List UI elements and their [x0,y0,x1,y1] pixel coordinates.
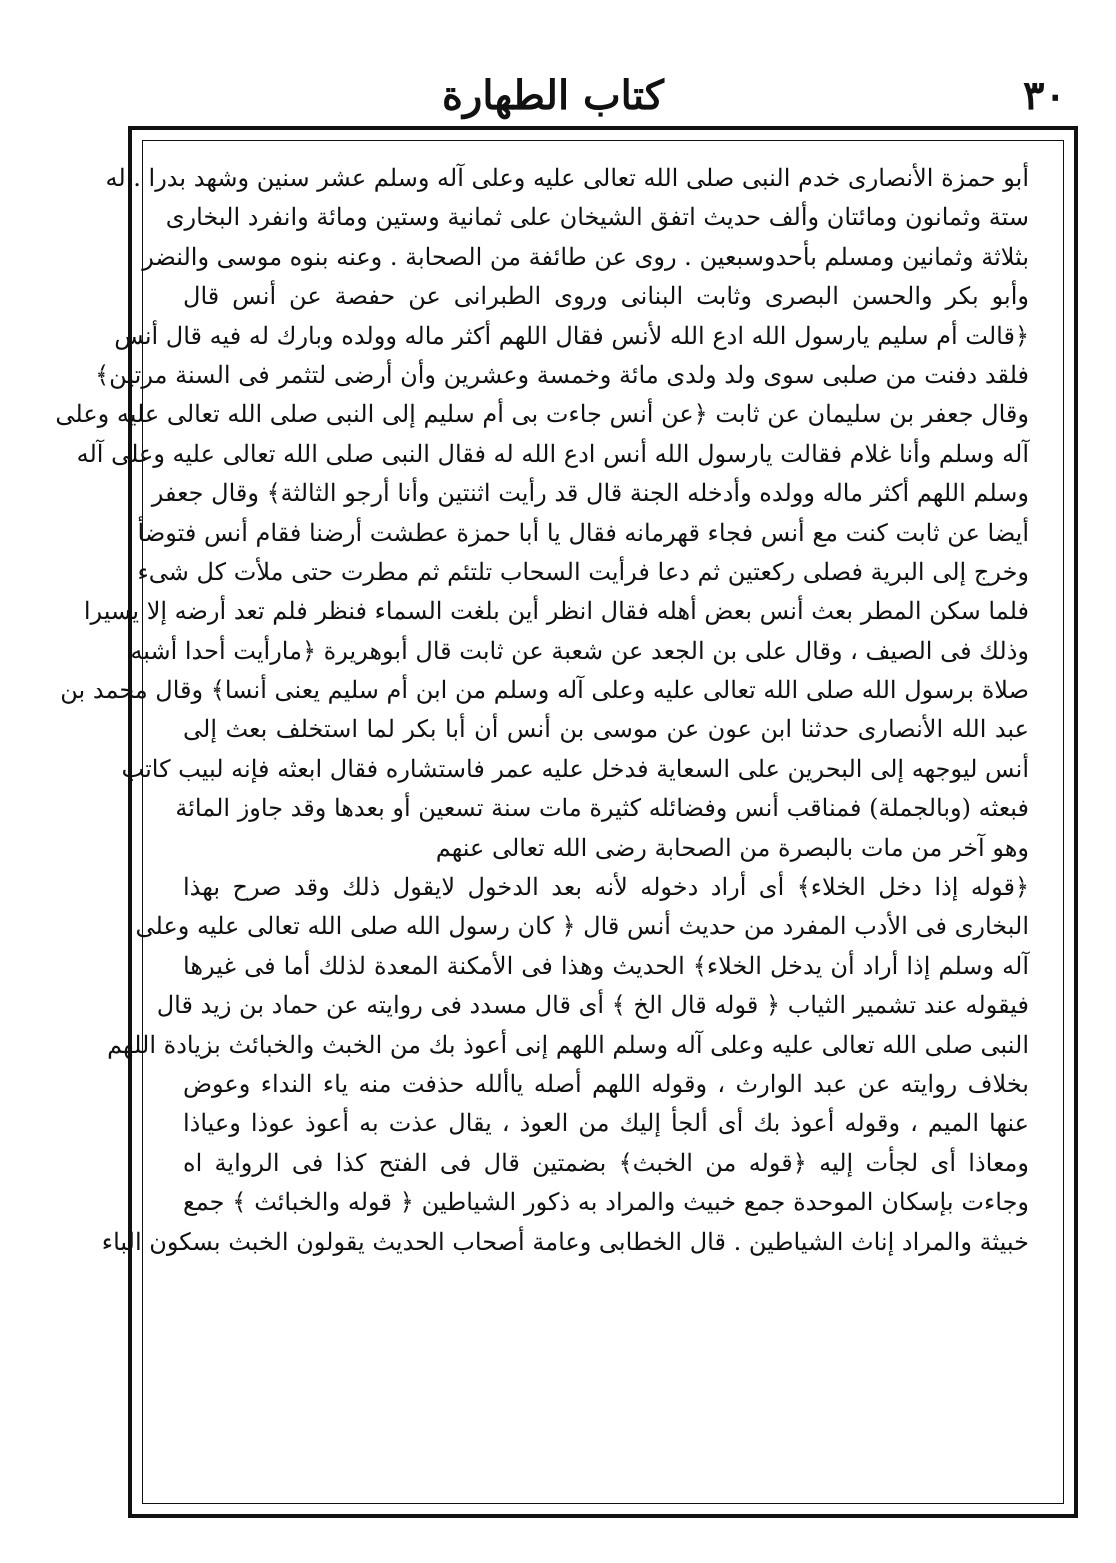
page-header [150,72,1066,128]
text-line: عنها الميم ، وقوله أعوذ بك أى ألجأ إليك من العوذ ، يقال عذت به أعوذ عوذا وعياذا [183,1109,1029,1138]
text-line: وسلم اللهم أكثر ماله وولده وأدخله الجنة قال قد رأيت اثنتين وأنا أرجو الثالثة﴾ وقال جعفر [151,479,1029,508]
text-line: ﴿قالت أم سليم يارسول الله ادع الله لأنس فقال اللهم أكثر ماله وولده وبارك له فيه قال أنس [114,321,1029,350]
text-line: عبد الله الأنصارى حدثنا ابن عون عن موسى بن أنس أن أبا بكر لما استخلف بعث إلى [183,715,1029,744]
text-line: وهو آخر من مات بالبصرة من الصحابة رضى الله تعالى عنهم [435,833,1029,862]
text-line: آله وسلم إذا أراد أن يدخل الخلاء﴾ الحديث وهذا فى الأمكنة المعدة لذلك أما فى غيرها [183,951,1029,980]
text-line: أنس ليوجهه إلى البحرين على السعاية فدخل عليه عمر فاستشاره فقال ابعثه فإنه لبيب كاتب [121,754,1029,783]
text-line: ومعاذا أى لجأت إليه ﴿قوله من الخبث﴾ بضمتين قال فى الفتح كذا فى الرواية اه [183,1148,1029,1177]
text-line: وأبو بكر والحسن البصرى وثابت البنانى وروى الطبرانى عن حفصة عن أنس قال [183,282,1029,311]
text-line: صلاة برسول الله صلى الله تعالى عليه وعلى آله وسلم من ابن أم سليم يعنى أنسا﴾ وقال محمد بن [60,676,1029,705]
text-line: خبيثة والمراد إناث الشياطين . قال الخطابى وعامة أصحاب الحديث يقولون الخبث بسكون الباء [101,1227,1029,1256]
text-line: أيضا عن ثابت كنت مع أنس فجاء قهرمانه فقال يا أبا حمزة عطشت أرضنا فقام أنس فتوضأ [137,518,1029,547]
page-border-inner [55,140,1064,1504]
text-line: فبعثه (وبالجملة) فمناقب أنس وفضائله كثيرة مات سنة تسعين أو بعدها وقد جاوز المائة [175,794,1029,823]
text-line: وقال جعفر بن سليمان عن ثابت ﴿عن أنس جاءت بى أم سليم إلى النبى صلى الله تعالى عليه وعلى [55,400,1029,429]
text-line: أبو حمزة الأنصارى خدم النبى صلى الله تعالى عليه وعلى آله وسلم عشر سنين وشهد بدرا . له [105,164,1029,192]
text-line: فلقد دفنت من صلبى سوى ولد ولدى مائة وخمسة وعشرين وأن أرضى لتثمر فى السنة مرتين﴾ [95,360,1029,389]
book-title: كتاب الطهارة [442,72,664,119]
text-line: البخارى فى الأدب المفرد من حديث أنس قال ﴿ كان رسول الله صلى الله تعالى عليه وعلى [135,912,1029,941]
text-line: بثلاثة وثمانين ومسلم بأحدوسبعين . روى عن طائفة من الصحابة . وعنه بنوه موسى والنضر [142,242,1029,271]
text-line: النبى صلى الله تعالى عليه وعلى آله وسلم اللهم إنى أعوذ بك من الخبث والخبائث بزيادة اللهم [107,1030,1029,1059]
text-body [55,159,1030,1483]
text-line: وخرج إلى البرية فصلى ركعتين ثم دعا فرأيت السحاب تلتئم ثم مطرت حتى ملأت كل شىء [137,557,1029,586]
text-line: بخلاف روايته عن عبد الوارث ، وقوله اللهم أصله ياألله حذفت منه ياء النداء وعوض [183,1069,1029,1098]
text-line: وجاءت بإسكان الموحدة جمع خبيث والمراد به ذكور الشياطين ﴿ قوله والخبائث ﴾ جمع [183,1188,1029,1217]
page-border-outer [55,126,1078,1518]
text-line: فيقوله عند تشمير الثياب ﴿ قوله قال الخ ﴾ أى قال مسدد فى روايته عن حماد بن زيد قال [156,991,1029,1020]
page-number: ٣٠ [1023,72,1066,119]
text-line: وذلك فى الصيف ، وقال على بن الجعد عن شعبة عن ثابت قال أبوهريرة ﴿مارأيت أحدا أشبه [130,636,1029,665]
text-line: فلما سكن المطر بعث أنس بعض أهله فقال انظر أين بلغت السماء فنظر فلم تعد أرضه إلا يسيرا [83,597,1029,626]
text-line: ستة وثمانون ومائتان وألف حديث اتفق الشيخان على ثمانية وستين ومائة وانفرد البخارى [165,203,1029,232]
text-line: آله وسلم وأنا غلام فقالت يارسول الله أنس ادع الله له فقال النبى صلى الله تعالى عليه وعلى آله [76,439,1029,468]
text-line: ﴿قوله إذا دخل الخلاء﴾ أى أراد دخوله لأنه بعد الدخول لايقول ذلك وقد صرح بهذا [183,873,1030,902]
